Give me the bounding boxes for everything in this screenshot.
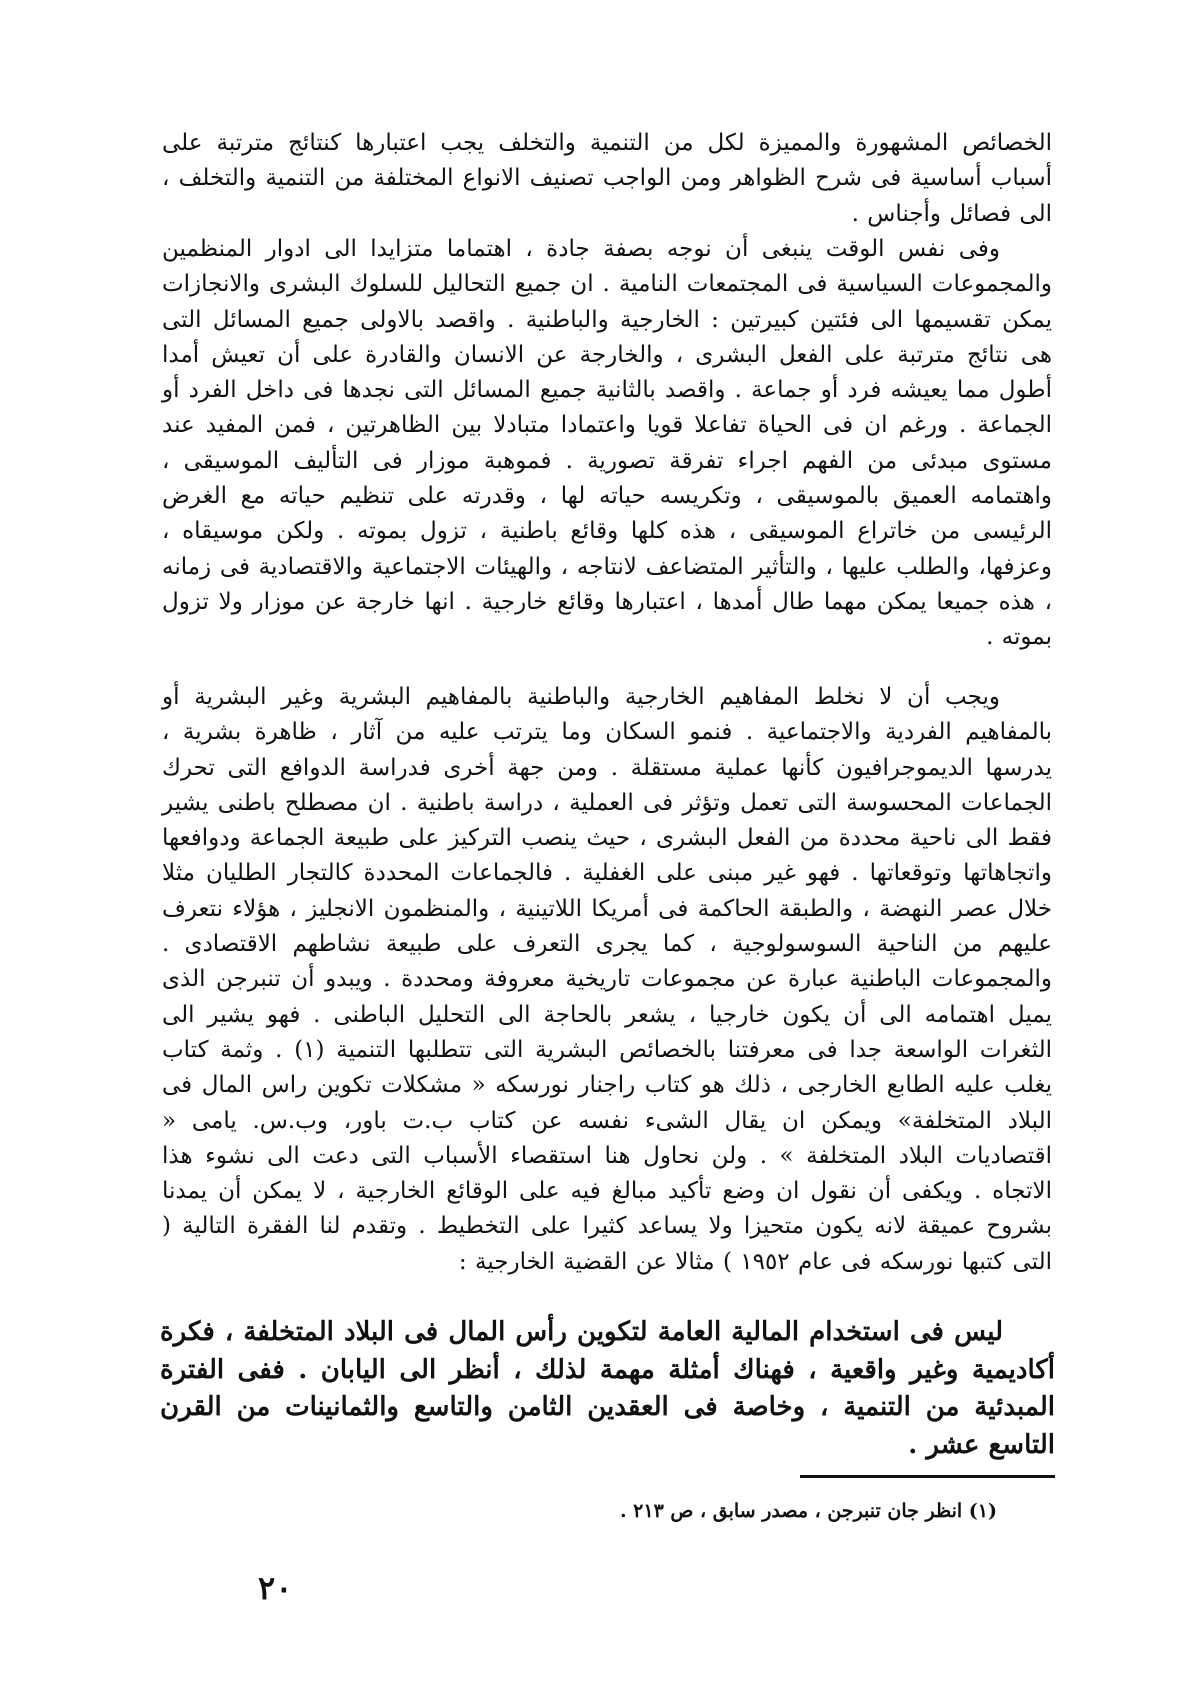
paragraph: وفى نفس الوقت ينبغى أن نوجه بصفة جادة ، اهتماما متزايدا الى ادوار المنظمين والمجموعات السياسية فى المجتمعات النامية . ان جميع التحاليل للسلوك البشرى والانجازات يمكن تقسيمها الى فئتين كبيرتين : الخارجية والباطنية . واقصد بالاولى جميع المسائل التى هى نتائج مترتبة على الفعل البشرى ، والخارجة عن الانسان والقادرة على أن تعيش أمدا أطول مما يعيشه فرد أو جماعة . واقصد بالثانية جميع المسائل التى نجدها فى داخل الفرد أو الجماعة . ورغم ان فى الحياة تفاعلا قويا واعتمادا متبادلا بين الظاهرتين ، فمن المفيد عند مستوى مبدئى من الفهم اجراء تفرقة تصورية . فموهبة موزار فى التأليف الموسيقى ، واهتمامه العميق بالموسيقى ، وتكريسه حياته لها ، وقدرته على تنظيم حياته مع الغرض الرئيسى من خاتراع الموسيقى ، هذه كلها وقائع باطنية ، تزول بموته . ولكن موسيقاه ، وعزفها، والطلب عليها ، والتأثير المتضاعف لانتاجه ، والهيئات الاجتماعية والاقتصادية فى زمانه ، هذه جميعا يمكن مهما طال أمدها ، اعتبارها وقائع خارجية . انها خارجة عن موزار ولا تزول بموته .	[162, 236, 1052, 651]
body-text-block-3	[162, 680, 1052, 1280]
footnote-separator	[800, 1475, 1055, 1478]
block-quote: ليس فى استخدام المالية العامة لتكوين رأس المال فى البلاد المتخلفة ، فكرة أكاديمية وغير واقعية ، فهناك أمثلة مهمة لذلك ، أنظر الى اليابان . ففى الفترة المبدئية من التنمية ، وخاصة فى العقدين الثامن والتاسع والثمانينات من القرن التاسع عشر .	[160, 1317, 1055, 1460]
footnote: (١) انظر جان تنبرجن ، مصدر سابق ، ص ٢١٣ .	[619, 1500, 997, 1522]
body-text-block-1	[162, 126, 1052, 232]
paragraph: الخصائص المشهورة والمميزة لكل من التنمية والتخلف يجب اعتبارها كنتائج مترتبة على أسباب أساسية فى شرح الظواهر ومن الواجب تصنيف الانواع المختلفة من التنمية والتخلف ، الى فصائل وأجناس .	[162, 130, 1052, 227]
body-text-block-2	[162, 232, 1052, 656]
paragraph: ويجب أن لا نخلط المفاهيم الخارجية والباطنية بالمفاهيم البشرية وغير البشرية أو بالمفاهيم الفردية والاجتماعية . فنمو السكان وما يترتب عليه من آثار ، ظاهرة بشرية ، يدرسها الديموجرافيون كأنها عملية مستقلة . ومن جهة أخرى فدراسة الدوافع التى تحرك الجماعات المحسوسة التى تعمل وتؤثر فى العملية ، دراسة باطنية . ان مصطلح باطنى يشير فقط الى ناحية محددة من الفعل البشرى ، حيث ينصب التركيز على طبيعة الجماعة ودوافعها واتجاهاتها وتوقعاتها . فهو غير مبنى على الغفلية . فالجماعات المحددة كالتجار الطليان مثلا خلال عصر النهضة ، والطبقة الحاكمة فى أمريكا اللاتينية ، والمنظمون الانجليز ، هؤلاء نتعرف عليهم من الناحية السوسولوجية ، كما يجرى التعرف على طبيعة نشاطهم الاقتصادى . والمجموعات الباطنية عبارة عن مجموعات تاريخية معروفة ومحددة . ويبدو أن تنبرجن الذى يميل اهتمامه الى أن يكون خارجيا ، يشعر بالحاجة الى التحليل الباطنى . فهو يشير الى الثغرات الواسعة جدا فى معرفتنا بالخصائص البشرية التى تتطلبها التنمية (١) . وثمة كتاب يغلب عليه الطابع الخارجى ، ذلك هو كتاب راجنار نورسكه « مشكلات تكوين راس المال فى البلاد المتخلفة» ويمكن ان يقال الشىء نفسه عن كتاب ب.ت باور، وب.س. يامى « اقتصاديات البلاد المتخلفة » . ولن نحاول هنا استقصاء الأسباب التى دعت الى نشوء هذا الاتجاه . ويكفى أن نقول ان وضع تأكيد مبالغ فيه على الوقائع الخارجية ، لا يمكن أن يمدنا بشروح عميقة لانه يكون متحيزا ولا يساعد كثيرا على التخطيط . وتقدم لنا الفقرة التالية ( التى كتبها نورسكه فى عام ١٩٥٢ ) مثالا عن القضية الخارجية :	[162, 684, 1053, 1275]
page-number: ٢٠	[258, 1569, 293, 1607]
